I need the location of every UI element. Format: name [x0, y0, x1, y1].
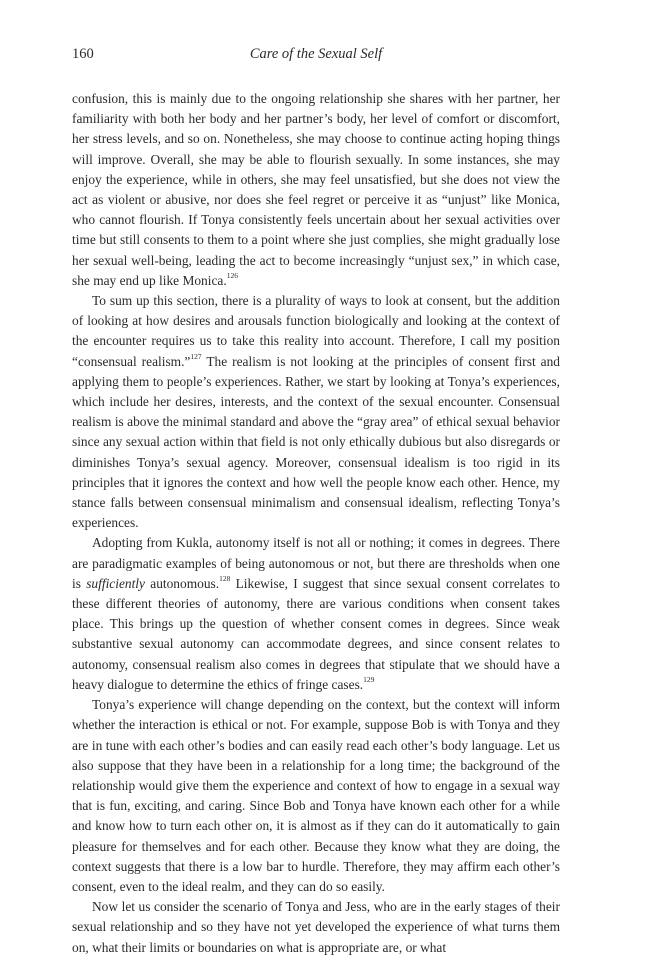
text-segment: Adopting from Kukla, autonomy itself is not all or nothing; it comes in degrees. There are paradigmatic examples of being autonomous or not, but there are thresholds when one is [72, 535, 560, 591]
text-segment: To sum up this section, there is a plurality of ways to look at consent, but the addition of looking at how desires and arousals function biologically and looking at the context of the encounter requires us to take this reality into account. Therefore, I call my position “consensual realism.” [72, 293, 560, 369]
text-segment: autonomous. [144, 575, 220, 591]
paragraph-3 [72, 533, 560, 695]
paragraph-2 [72, 291, 560, 533]
text-segment: Now let us consider the scenario of Tonya and Jess, who are in the early stages of their sexual relationship and so they have not yet developed the experience of what turns them on, what their limits or boundaries on what is appropriate are, or what [72, 899, 560, 955]
page-number: 160 [72, 46, 94, 62]
paragraph-1 [72, 89, 560, 291]
running-head [72, 46, 560, 66]
running-title: Care of the Sexual Self [249, 46, 383, 62]
emphasis-text: sufficiently [86, 575, 145, 591]
paragraph-5 [72, 897, 560, 958]
footnote-ref-126[interactable]: 126 [226, 271, 238, 281]
footnote-ref-128[interactable]: 128 [219, 574, 231, 584]
body-text [72, 89, 560, 958]
text-segment: Tonya’s experience will change depending on the context, but the context will inform whether the interaction is ethical or not. For example, suppose Bob is with Tonya and they are in tune with each other’s bodies and can easily read each other’s body language. Let us also suppose that they have been in a relationship for a long time; the background of the relationship would give them the experience and context of how to engage in a sexual way that is fun, exciting, and caring. Since Bob and Tonya have known each other for a while and know how to turn each other on, it is almost as if they can do it automatically to gain pleasure for themselves and for each other. Because they know what they are doing, the context suggests that there is a low bar to hurdle. Therefore, they may affirm each other’s consent, even to the ideal realm, and they can do so easily. [72, 697, 560, 894]
text-segment: The realism is not looking at the principles of consent first and applying them to people’s experiences. Rather, we start by looking at Tonya’s experiences, which include her desires, interests, and the context of the sexual encounter. Consensual realism is above the minimal standard and above the “gray area” of ethical sexual behavior since any sexual action within that field is not only ethically dubious but also disregards or diminishes Tonya’s sexual agency. Moreover, consensual idealism is too rigid in its principles that it ignores the context and how well the people know each other. Hence, my stance falls between consensual minimalism and consensual idealism, reflecting Tonya’s experiences. [72, 353, 560, 531]
text-segment: confusion, this is mainly due to the ongoing relationship she shares with her partner, her familiarity with both her body and her partner’s body, her level of comfort or discomfort, her stress levels, and so on. Nonetheless, she may choose to continue acting hoping things will improve. Overall, she may be able to flourish sexually. In some instances, she may enjoy the experience, while in others, she may feel unsatisfied, but she does not view the act as violent or abusive, nor does she feel regret or perceive it as “unjust” like Monica, who cannot flourish. If Tonya consistently feels uncertain about her sexual activities over time but still consents to them to a point where she just complies, she might gradually lose her sexual well-being, leading the act to become increasingly “unjust sex,” in which case, she may end up like Monica. [72, 91, 560, 288]
footnote-ref-129[interactable]: 129 [363, 675, 375, 685]
text-segment: Likewise, I suggest that since sexual consent correlates to these different theories of autonomy, there are various conditions when consent takes place. This brings up the question of whether consent comes in degrees. Since weak substantive sexual autonomy can accommodate degrees, and since consent relates to autonomy, consensual realism also comes in degrees that stipulate that we should have a heavy dialogue to determine the ethics of fringe cases. [72, 575, 561, 692]
paragraph-4 [72, 695, 560, 897]
footnote-ref-127[interactable]: 127 [190, 352, 202, 362]
